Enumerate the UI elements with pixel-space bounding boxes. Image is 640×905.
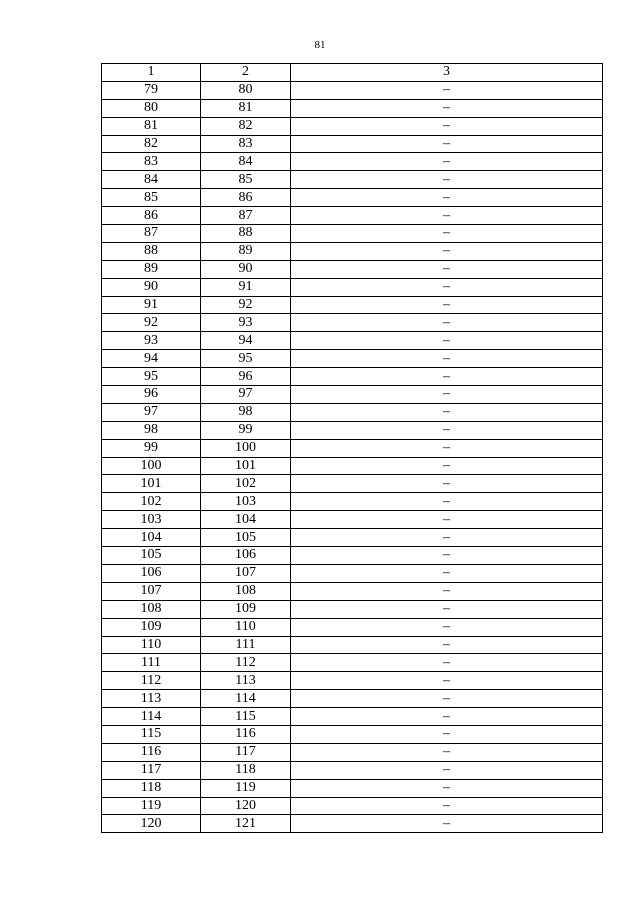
table-cell-col-1: 93 [102,332,201,350]
table-cell-col-2: 87 [201,207,291,225]
table-cell-col-3: – [291,690,603,708]
table-cell-col-1: 85 [102,189,201,207]
table-cell-col-2: 86 [201,189,291,207]
table-cell-col-3: – [291,153,603,171]
table-cell-col-3: – [291,654,603,672]
table-cell-col-3: – [291,457,603,475]
table-cell-col-3: – [291,332,603,350]
table-cell-col-1: 111 [102,654,201,672]
table-row [102,743,603,761]
table-row [102,99,603,117]
table-cell-col-1: 80 [102,99,201,117]
table-cell-col-1: 88 [102,242,201,260]
table-cell-col-2: 94 [201,332,291,350]
table-cell-col-3: – [291,117,603,135]
table-row [102,618,603,636]
table-cell-col-3: – [291,725,603,743]
table-cell-col-2: 112 [201,654,291,672]
table-cell-col-2: 113 [201,672,291,690]
table-row [102,600,603,618]
header-row [102,64,603,82]
table-cell-col-2: 95 [201,350,291,368]
table-cell-col-3: – [291,582,603,600]
table-row [102,207,603,225]
table-row [102,725,603,743]
table-cell-col-3: – [291,743,603,761]
table-cell-col-1: 82 [102,135,201,153]
table-cell-col-1: 116 [102,743,201,761]
table-cell-col-3: – [291,386,603,404]
table-row [102,815,603,833]
table-cell-col-1: 102 [102,493,201,511]
table-cell-col-1: 101 [102,475,201,493]
table-cell-col-1: 87 [102,225,201,243]
table-row [102,708,603,726]
table-row [102,117,603,135]
table-cell-col-2: 110 [201,618,291,636]
table-row [102,493,603,511]
table-cell-col-2: 104 [201,511,291,529]
table-cell-col-3: – [291,225,603,243]
table-row [102,547,603,565]
table-cell-col-3: – [291,350,603,368]
table-cell-col-2: 83 [201,135,291,153]
table-cell-col-3: – [291,368,603,386]
table-cell-col-1: 115 [102,725,201,743]
table-cell-col-1: 91 [102,296,201,314]
table-cell-col-3: – [291,547,603,565]
table-row [102,403,603,421]
table-cell-col-2: 111 [201,636,291,654]
table-cell-col-3: – [291,511,603,529]
table-cell-col-2: 99 [201,421,291,439]
table-cell-col-2: 117 [201,743,291,761]
table-cell-col-3: – [291,708,603,726]
table-cell-col-3: – [291,797,603,815]
table-row [102,457,603,475]
column-header-2: 2 [201,64,291,82]
table-cell-col-1: 97 [102,403,201,421]
table-cell-col-3: – [291,135,603,153]
table-cell-col-1: 117 [102,761,201,779]
table-cell-col-3: – [291,618,603,636]
column-header-3: 3 [291,64,603,82]
table-cell-col-3: – [291,81,603,99]
table-cell-col-1: 94 [102,350,201,368]
table-cell-col-3: – [291,564,603,582]
table-cell-col-3: – [291,815,603,833]
table-cell-col-3: – [291,672,603,690]
table-cell-col-2: 119 [201,779,291,797]
table-body [102,81,603,832]
table-cell-col-3: – [291,296,603,314]
table-cell-col-3: – [291,439,603,457]
table-cell-col-1: 108 [102,600,201,618]
table-row [102,171,603,189]
table-cell-col-1: 92 [102,314,201,332]
table-cell-col-3: – [291,403,603,421]
table-cell-col-1: 96 [102,386,201,404]
table-row [102,654,603,672]
table-cell-col-2: 109 [201,600,291,618]
table-row [102,332,603,350]
table-cell-col-2: 103 [201,493,291,511]
table-row [102,350,603,368]
table-cell-col-2: 115 [201,708,291,726]
table-row [102,439,603,457]
table-cell-col-2: 89 [201,242,291,260]
table-cell-col-3: – [291,242,603,260]
table-row [102,242,603,260]
table-row [102,564,603,582]
table-cell-col-1: 113 [102,690,201,708]
table-cell-col-2: 120 [201,797,291,815]
table-cell-col-2: 82 [201,117,291,135]
table-row [102,278,603,296]
table-cell-col-1: 100 [102,457,201,475]
table-cell-col-2: 116 [201,725,291,743]
table-row [102,296,603,314]
page-number: 81 [314,39,326,51]
table-cell-col-3: – [291,314,603,332]
table-cell-col-3: – [291,171,603,189]
table-cell-col-2: 93 [201,314,291,332]
table-cell-col-1: 83 [102,153,201,171]
table-cell-col-2: 107 [201,564,291,582]
table-cell-col-1: 114 [102,708,201,726]
table-cell-col-3: – [291,475,603,493]
table-cell-col-1: 86 [102,207,201,225]
table-row [102,189,603,207]
table-row [102,475,603,493]
table-cell-col-3: – [291,761,603,779]
table-cell-col-1: 120 [102,815,201,833]
table-cell-col-3: – [291,189,603,207]
table-row [102,797,603,815]
table-cell-col-2: 108 [201,582,291,600]
table-cell-col-2: 118 [201,761,291,779]
table-row [102,81,603,99]
table-cell-col-3: – [291,260,603,278]
table-row [102,314,603,332]
table-cell-col-1: 84 [102,171,201,189]
table-cell-col-1: 95 [102,368,201,386]
table-cell-col-1: 103 [102,511,201,529]
column-header-1: 1 [102,64,201,82]
table-cell-col-3: – [291,207,603,225]
table-row [102,386,603,404]
table-cell-col-1: 112 [102,672,201,690]
table-cell-col-2: 88 [201,225,291,243]
table-cell-col-2: 106 [201,547,291,565]
table-row [102,260,603,278]
table-cell-col-2: 114 [201,690,291,708]
table-cell-col-1: 81 [102,117,201,135]
table-cell-col-3: – [291,636,603,654]
table-cell-col-1: 119 [102,797,201,815]
table-cell-col-3: – [291,529,603,547]
table-row [102,672,603,690]
table-cell-col-2: 91 [201,278,291,296]
table-header [102,64,603,82]
table-cell-col-1: 79 [102,81,201,99]
data-table [101,63,603,833]
table-cell-col-3: – [291,278,603,296]
table-cell-col-2: 80 [201,81,291,99]
table-cell-col-2: 121 [201,815,291,833]
table-row [102,690,603,708]
table-cell-col-2: 97 [201,386,291,404]
table-row [102,368,603,386]
table-cell-col-2: 81 [201,99,291,117]
table-cell-col-1: 110 [102,636,201,654]
table-cell-col-2: 98 [201,403,291,421]
table-cell-col-3: – [291,421,603,439]
table-cell-col-3: – [291,99,603,117]
table-cell-col-2: 102 [201,475,291,493]
table-row [102,529,603,547]
table-cell-col-1: 89 [102,260,201,278]
table-cell-col-2: 101 [201,457,291,475]
table-cell-col-2: 90 [201,260,291,278]
table-row [102,135,603,153]
table-cell-col-1: 118 [102,779,201,797]
table-cell-col-1: 104 [102,529,201,547]
table-cell-col-2: 85 [201,171,291,189]
table-row [102,153,603,171]
table-cell-col-1: 109 [102,618,201,636]
table-row [102,636,603,654]
table-cell-col-1: 98 [102,421,201,439]
table-cell-col-3: – [291,779,603,797]
table-cell-col-2: 96 [201,368,291,386]
table-cell-col-2: 92 [201,296,291,314]
table-cell-col-3: – [291,493,603,511]
table-cell-col-1: 106 [102,564,201,582]
table-row [102,779,603,797]
table-cell-col-2: 84 [201,153,291,171]
table-cell-col-1: 90 [102,278,201,296]
table-cell-col-2: 100 [201,439,291,457]
table-cell-col-1: 105 [102,547,201,565]
table-row [102,225,603,243]
table-row [102,761,603,779]
table-cell-col-3: – [291,600,603,618]
table-cell-col-1: 99 [102,439,201,457]
table-row [102,421,603,439]
table-cell-col-1: 107 [102,582,201,600]
table-row [102,582,603,600]
table-row [102,511,603,529]
table-cell-col-2: 105 [201,529,291,547]
